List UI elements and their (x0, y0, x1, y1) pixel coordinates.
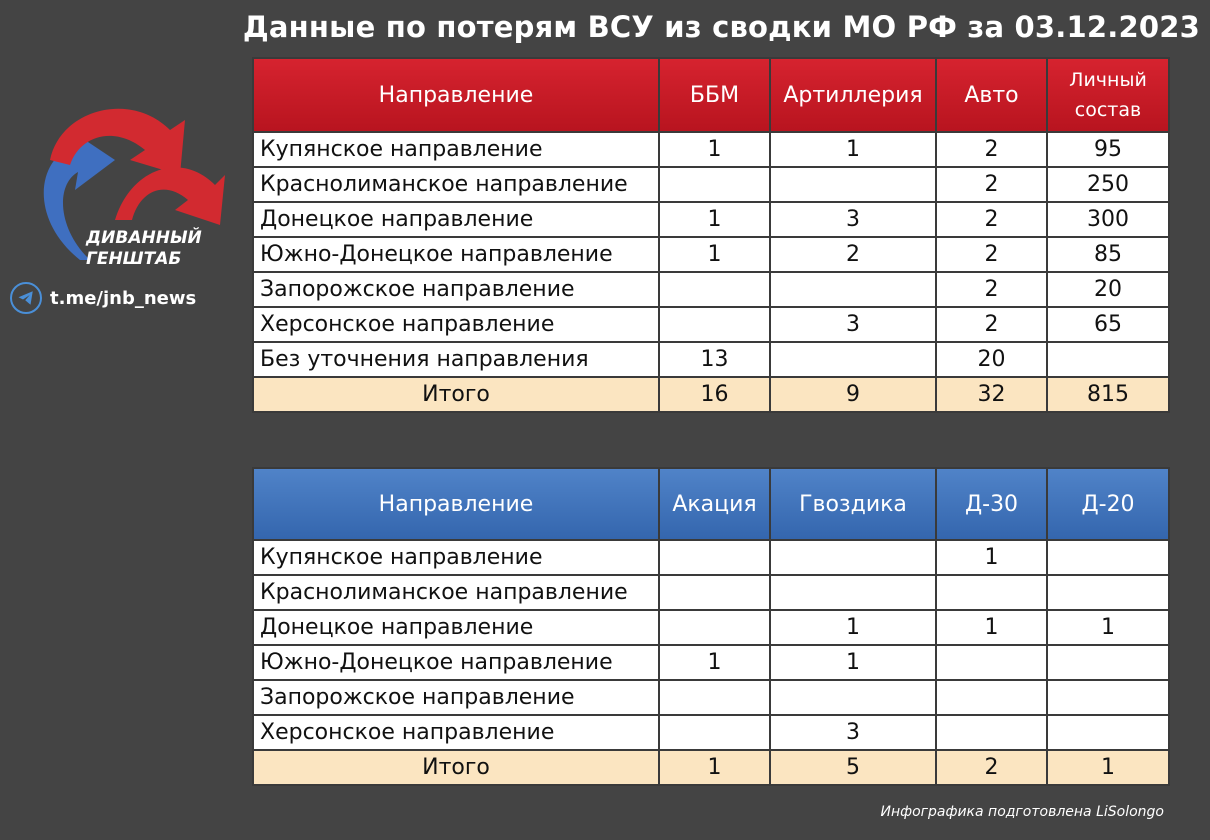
value-cell: 3 (770, 715, 936, 750)
total-value: 815 (1047, 377, 1169, 412)
table1-header-bbm: ББМ (659, 58, 770, 132)
table-row (253, 715, 1169, 750)
value-cell (1047, 342, 1169, 377)
table-row (253, 342, 1169, 377)
direction-cell: Южно-Донецкое направление (253, 237, 659, 272)
value-cell: 1 (659, 237, 770, 272)
value-cell: 1 (659, 202, 770, 237)
logo-text (86, 228, 202, 270)
value-cell (936, 575, 1047, 610)
value-cell: 1 (936, 610, 1047, 645)
telegram-link-text: t.me/jnb_news (50, 287, 197, 309)
table2-header-gvozdika: Гвоздика (770, 468, 936, 540)
value-cell: 2 (770, 237, 936, 272)
logo-line-1: ДИВАННЫЙ (86, 228, 202, 248)
table-row (253, 645, 1169, 680)
total-value: 2 (936, 750, 1047, 785)
total-value: 16 (659, 377, 770, 412)
value-cell (659, 167, 770, 202)
table1-header-personnel: Личный состав (1047, 58, 1169, 132)
value-cell: 1 (659, 645, 770, 680)
value-cell (1047, 715, 1169, 750)
losses-table-general (252, 57, 1170, 413)
direction-cell: Донецкое направление (253, 202, 659, 237)
total-label: Итого (253, 750, 659, 785)
page-title: Данные по потерям ВСУ из сводки МО РФ за 03.12.2023 (242, 10, 1200, 44)
value-cell: 3 (770, 307, 936, 342)
table2-body (253, 540, 1169, 785)
table1-body (253, 132, 1169, 412)
value-cell (770, 575, 936, 610)
value-cell: 1 (770, 645, 936, 680)
value-cell (659, 575, 770, 610)
direction-cell: Южно-Донецкое направление (253, 645, 659, 680)
total-value: 9 (770, 377, 936, 412)
value-cell: 3 (770, 202, 936, 237)
value-cell (659, 715, 770, 750)
direction-cell: Купянское направление (253, 540, 659, 575)
value-cell: 2 (936, 132, 1047, 167)
value-cell: 20 (936, 342, 1047, 377)
losses-table-artillery (252, 467, 1170, 786)
value-cell: 1 (936, 540, 1047, 575)
telegram-link[interactable] (10, 282, 196, 314)
value-cell: 2 (936, 272, 1047, 307)
value-cell (1047, 645, 1169, 680)
value-cell (1047, 540, 1169, 575)
table1-header-artillery: Артиллерия (770, 58, 936, 132)
direction-cell: Краснолиманское направление (253, 167, 659, 202)
total-value: 1 (659, 750, 770, 785)
value-cell (659, 680, 770, 715)
logo-line-2: ГЕНШТАБ (86, 249, 182, 269)
table-row (253, 540, 1169, 575)
value-cell: 65 (1047, 307, 1169, 342)
value-cell: 85 (1047, 237, 1169, 272)
value-cell: 2 (936, 202, 1047, 237)
value-cell (659, 272, 770, 307)
value-cell: 13 (659, 342, 770, 377)
table-row (253, 167, 1169, 202)
value-cell (936, 680, 1047, 715)
value-cell (659, 540, 770, 575)
table-row (253, 307, 1169, 342)
table1-header-auto: Авто (936, 58, 1047, 132)
direction-cell: Краснолиманское направление (253, 575, 659, 610)
table-row (253, 272, 1169, 307)
value-cell: 2 (936, 167, 1047, 202)
value-cell (770, 540, 936, 575)
direction-cell: Запорожское направление (253, 680, 659, 715)
table-row (253, 132, 1169, 167)
value-cell: 20 (1047, 272, 1169, 307)
value-cell: 2 (936, 237, 1047, 272)
value-cell (770, 167, 936, 202)
value-cell: 2 (936, 307, 1047, 342)
total-label: Итого (253, 377, 659, 412)
value-cell (936, 715, 1047, 750)
value-cell (1047, 575, 1169, 610)
direction-cell: Донецкое направление (253, 610, 659, 645)
value-cell (770, 680, 936, 715)
value-cell (1047, 680, 1169, 715)
value-cell (770, 272, 936, 307)
table-row (253, 202, 1169, 237)
value-cell: 250 (1047, 167, 1169, 202)
direction-cell: Херсонское направление (253, 715, 659, 750)
telegram-icon (10, 282, 42, 314)
table2-header-akatsiya: Акация (659, 468, 770, 540)
table2-header-direction: Направление (253, 468, 659, 540)
total-value: 1 (1047, 750, 1169, 785)
table-row (253, 680, 1169, 715)
value-cell: 1 (770, 610, 936, 645)
total-value: 5 (770, 750, 936, 785)
value-cell: 1 (1047, 610, 1169, 645)
table-row (253, 575, 1169, 610)
table1-header-direction: Направление (253, 58, 659, 132)
total-row (253, 750, 1169, 785)
credit-text: Инфографика подготовлена LiSolongo (880, 804, 1164, 820)
direction-cell: Без уточнения направления (253, 342, 659, 377)
table2-header-d20: Д-20 (1047, 468, 1169, 540)
direction-cell: Запорожское направление (253, 272, 659, 307)
value-cell: 300 (1047, 202, 1169, 237)
value-cell (659, 307, 770, 342)
table2-header-d30: Д-30 (936, 468, 1047, 540)
value-cell: 1 (770, 132, 936, 167)
value-cell (659, 610, 770, 645)
value-cell (770, 342, 936, 377)
value-cell (936, 645, 1047, 680)
table-row (253, 237, 1169, 272)
value-cell: 95 (1047, 132, 1169, 167)
direction-cell: Херсонское направление (253, 307, 659, 342)
value-cell: 1 (659, 132, 770, 167)
table-row (253, 610, 1169, 645)
direction-cell: Купянское направление (253, 132, 659, 167)
total-row (253, 377, 1169, 412)
total-value: 32 (936, 377, 1047, 412)
